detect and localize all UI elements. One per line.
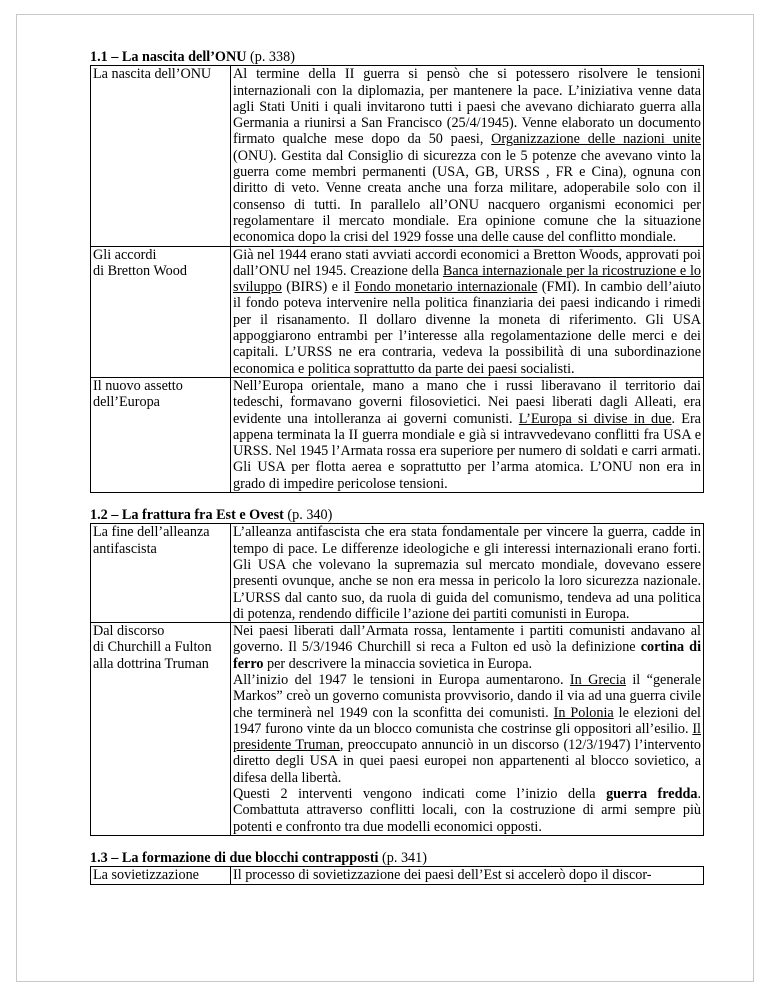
table-row xyxy=(91,867,704,884)
row-text xyxy=(231,623,704,836)
section-3-title: 1.3 – La formazione di due blocchi contrapposti (p. 341) xyxy=(90,849,427,866)
underlined-text: Organizzazione delle nazioni unite xyxy=(491,131,701,148)
section-3-table xyxy=(90,866,704,884)
row-label: Gli accordi di Bretton Wood xyxy=(91,246,231,377)
paragraph: Questi 2 interventi vengono indicati come l’inizio della guerra fredda. Combattuta attraverso conflitti locali, con la costruzione di armi sempre più potenti e confronto tra due modelli economici opposti. xyxy=(233,786,701,835)
underlined-text: Banca internazionale per la ricostruzione e lo sviluppo xyxy=(233,262,701,296)
section-2-table xyxy=(90,523,704,836)
underlined-text: In Grecia xyxy=(569,671,626,688)
table-row xyxy=(91,66,704,246)
row-label: Dal discorso di Churchill a Fulton alla dottrina Truman xyxy=(91,623,231,836)
table-row xyxy=(91,524,704,623)
row-label: La fine dell’alleanza antifascista xyxy=(91,524,231,623)
bold-text: guerra fredda xyxy=(606,786,698,803)
paragraph: Nei paesi liberati dall’Armata rossa, lentamente i partiti comunisti andavano al governo. Il 5/3/1946 Churchill si reca a Fulton ed usò la definizione cortina di ferro per descrivere la minaccia sovietica in Europa. xyxy=(233,623,702,672)
section-1-page-ref: (p. 338) xyxy=(250,49,295,65)
paragraph: All’inizio del 1947 le tensioni in Europa aumentarono. In Grecia il “generale Markos” creò un governo comunista provvisorio, dando il via ad una guerra civile che terminerà nel 1949 con la sconfitta dei comunisti. In Polonia le elezioni del 1947 furono vinte da un blocco comunista che costrinse gli oppositori all’esilio. Il presidente Truman, preoccupato annunciò in un discorso (12/3/1947) l’intervento diretto degli USA in quei paesi europei non appartenenti al blocco sovietico, a difesa della libertà. xyxy=(233,671,701,786)
underlined-text: In Polonia xyxy=(553,704,614,721)
row-label: La sovietizzazione xyxy=(91,867,231,884)
table-row xyxy=(91,623,704,836)
row-text: Il processo di sovietizzazione dei paesi dell’Est si accelerò dopo il discor- xyxy=(231,867,704,884)
section-2-page-ref: (p. 340) xyxy=(287,507,333,524)
section-3-page-ref: (p. 341) xyxy=(382,849,427,866)
section-1-title: 1.1 – La nascita dell’ONU (p. 338) xyxy=(90,49,295,65)
table-row xyxy=(91,377,704,492)
bold-text: cortina di ferro xyxy=(233,639,702,672)
row-text: Già nel 1944 erano stati avviati accordi economici a Bretton Woods, approvati poi dall’ONU nel 1945. Creazione della Banca internazionale per la ricostruzione e lo sviluppo (BIRS) e il Fondo monetario internazionale (FMI). In cambio dell’aiuto il fondo poteva intervenire nella politica finanziaria dei paesi indicando i rimedi per il risanamento. Il dollaro divenne la moneta di riferimento. Gli USA appoggiarono entrambi per l’interesse alla regolamentazione delle merci e dei capitali. L’URSS ne era contraria, vedeva la possibilità di una subordinazione economica e politica soprattutto da parte dei paesi socialisti. xyxy=(231,246,704,377)
row-label: Il nuovo assetto dell’Europa xyxy=(91,377,231,492)
section-2-title: 1.2 – La frattura fra Est e Ovest (p. 340) xyxy=(90,507,333,524)
table-row xyxy=(91,246,704,377)
document-page xyxy=(16,14,754,982)
section-1-table xyxy=(90,65,704,493)
row-label: La nascita dell’ONU xyxy=(91,66,231,246)
underlined-text: L’Europa si divise in due xyxy=(518,410,672,427)
underlined-text: Il presidente Truman xyxy=(233,720,701,754)
row-text: Al termine della II guerra si pensò che si potessero risolvere le tensioni internazionali con la diplomazia, per mantenere la pace. L’iniziativa venne data agli Stati Uniti i quali invitarono tutti i paesi che avevano dichiarato guerra alla Germania a riunirsi a San Francisco (25/4/1945). Venne elaborato un documento firmato qualche mese dopo da 50 paesi, Organizzazione delle nazioni unite (ONU). Gestita dal Consiglio di sicurezza con le 5 potenze che avevano vinto la guerra come membri permanenti (USA, GB, URSS , FR e Cina), ognuna con diritto di veto. Venne creata anche una forza militare, adoperabile solo con il consenso di tutti. In parallelo all’ONU nacquero organismi economici per regolamentare il mercato mondiale. Era opinione comune che la situazione economica dopo la crisi del 1929 fosse una delle cause del conflitto mondiale. xyxy=(231,66,704,246)
row-text: L’alleanza antifascista che era stata fondamentale per vincere la guerra, cadde in tempo di pace. Le differenze ideologiche e gli interessi internazionali erano forti. Gli USA che volevano la supremazia sul mercato mondiale, dovevano essere presenti ovunque, anche se non era messa in pericolo la loro sicurezza nazionale. L’URSS dal canto suo, da ruola di guida del comunismo, tendeva ad una politica di potenza, rendendo difficile l’azione dei partiti comunisti in Europa. xyxy=(231,524,704,623)
page-content xyxy=(90,49,704,885)
row-text: Nell’Europa orientale, mano a mano che i russi liberavano il territorio dai tedeschi, formavano governi filosovietici. Nei paesi liberati dagli Alleati, era evidente una intolleranza ai governi comunisti. L’Europa si divise in due. Era appena terminata la II guerra mondiale e già si intravvedevano conflitti fra USA e URSS. Nel 1945 l’Armata rossa era superiore per numero di soldati e carri armati. Gli USA per flotta aerea e soprattutto per l’arma atomica. L’ONU non era in grado di impedire pericolose tensioni. xyxy=(231,377,704,492)
underlined-text: Fondo monetario internazionale xyxy=(354,279,538,296)
